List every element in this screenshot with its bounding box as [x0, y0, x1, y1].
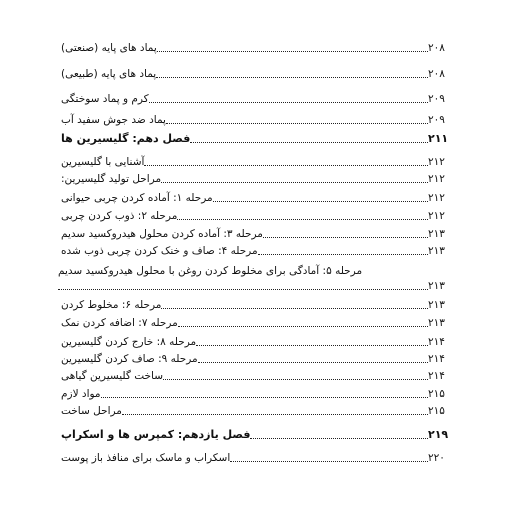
leader-dots [101, 397, 428, 398]
leader-dots [157, 51, 428, 52]
entry-page: ۲۱۳ [428, 228, 445, 240]
toc-entry[interactable] [58, 112, 454, 128]
entry-page: ۲۱۴ [428, 336, 445, 348]
toc-entry[interactable] [58, 66, 454, 82]
entry-title: مواد لازم [61, 388, 101, 400]
toc-entry[interactable] [58, 226, 454, 242]
entry-title: مراحل تولید گلیسیرین: [61, 173, 162, 185]
entry-title: مرحله ۱: آماده کردن چربی حیوانی [61, 192, 213, 204]
leader-dots [196, 345, 428, 346]
toc-entry[interactable] [58, 368, 454, 384]
entry-page: ۲۱۳ [428, 317, 445, 329]
entry-title: مرحله ۶: مخلوط کردن [61, 299, 162, 311]
toc-entry[interactable] [58, 334, 454, 350]
entry-page: ۲۱۳ [428, 299, 445, 311]
leader-dots [161, 182, 428, 183]
toc-entry[interactable] [58, 208, 454, 224]
leader-dots [263, 237, 428, 238]
entry-title: آشنایی با گلیسیرین [61, 156, 145, 168]
leader-dots [58, 289, 428, 290]
leader-dots [177, 219, 428, 220]
entry-page: ۲۰۹ [428, 93, 445, 105]
leader-dots [161, 308, 428, 309]
toc-entry[interactable] [58, 386, 454, 402]
entry-title: مرحله ۳: آماده کردن محلول هیدروکسید سدیم [61, 228, 263, 240]
toc-entry[interactable] [58, 403, 454, 419]
entry-page: ۲۱۳ [428, 245, 445, 257]
entry-page: ۲۰۹ [428, 114, 445, 126]
leader-dots [190, 142, 428, 143]
chapter-title: فصل یازدهم: کمپرس ها و اسکراپ [61, 428, 251, 441]
toc-entry[interactable] [58, 40, 454, 56]
entry-title: پماد ضد جوش سفید آب [61, 114, 166, 126]
entry-title: مرحله ۴: صاف و خنک کردن چربی ذوب شده [61, 245, 258, 257]
leader-dots [122, 414, 428, 415]
entry-page: ۲۱۲ [428, 210, 445, 222]
leader-dots [250, 438, 428, 439]
toc-entry[interactable] [58, 351, 454, 367]
entry-title: مراحل ساخت [61, 405, 122, 417]
leader-dots [166, 123, 428, 124]
entry-page: ۲۱۳ [428, 280, 445, 292]
entry-title: ساخت گلیسیرین گیاهی [61, 370, 164, 382]
entry-title: اسکراب و ماسک برای منافذ باز پوست [61, 452, 231, 464]
leader-dots [213, 201, 428, 202]
entry-title: کرم و پماد سوختگی [61, 93, 149, 105]
entry-title: مرحله ۲: ذوب کردن چربی [61, 210, 178, 222]
toc-chapter-heading[interactable] [58, 131, 454, 147]
chapter-title: فصل دهم: گلیسیرین ها [61, 132, 191, 145]
leader-dots [198, 362, 428, 363]
entry-page: ۲۱۵ [428, 405, 445, 417]
entry-page: ۲۰۸ [428, 68, 445, 80]
toc-entry-wrapped[interactable] [58, 263, 454, 279]
toc-entry[interactable] [58, 243, 454, 259]
toc-entry[interactable] [58, 315, 454, 331]
entry-page: ۲۱۲ [428, 173, 445, 185]
leader-dots [149, 102, 428, 103]
toc-entry[interactable] [58, 154, 454, 170]
toc-entry[interactable] [58, 450, 454, 466]
entry-page: ۲۱۲ [428, 192, 445, 204]
leader-dots [156, 77, 428, 78]
toc-entry[interactable] [58, 171, 454, 187]
entry-page: ۲۱۲ [428, 156, 445, 168]
toc-entry[interactable] [58, 297, 454, 313]
leader-dots [258, 254, 428, 255]
leader-dots [163, 379, 428, 380]
chapter-page: ۲۱۹ [428, 428, 449, 441]
chapter-page: ۲۱۱ [428, 132, 449, 145]
entry-title: مرحله ۷: اضافه کردن نمک [61, 317, 178, 329]
entry-page: ۲۱۴ [428, 370, 445, 382]
entry-title: مرحله ۵: آمادگی برای مخلوط کردن روغن با محلول هیدروکسید سدیم [58, 265, 363, 277]
leader-dots [144, 165, 428, 166]
entry-title: مرحله ۸: خارج کردن گلیسیرین [61, 336, 197, 348]
entry-title: پماد های پایه (طبیعی) [61, 68, 157, 80]
entry-title: مرحله ۹: صاف کردن گلیسیرین [61, 353, 198, 365]
entry-page: ۲۰۸ [428, 42, 445, 54]
toc-entry[interactable] [58, 190, 454, 206]
entry-page: ۲۱۴ [428, 353, 445, 365]
entry-title: پماد های پایه (صنعتی) [61, 42, 157, 54]
leader-dots [230, 461, 428, 462]
toc-chapter-heading[interactable] [58, 427, 454, 443]
toc-entry-continuation [58, 278, 454, 294]
entry-page: ۲۲۰ [428, 452, 445, 464]
entry-page: ۲۱۵ [428, 388, 445, 400]
toc-entry[interactable] [58, 91, 454, 107]
leader-dots [178, 326, 428, 327]
